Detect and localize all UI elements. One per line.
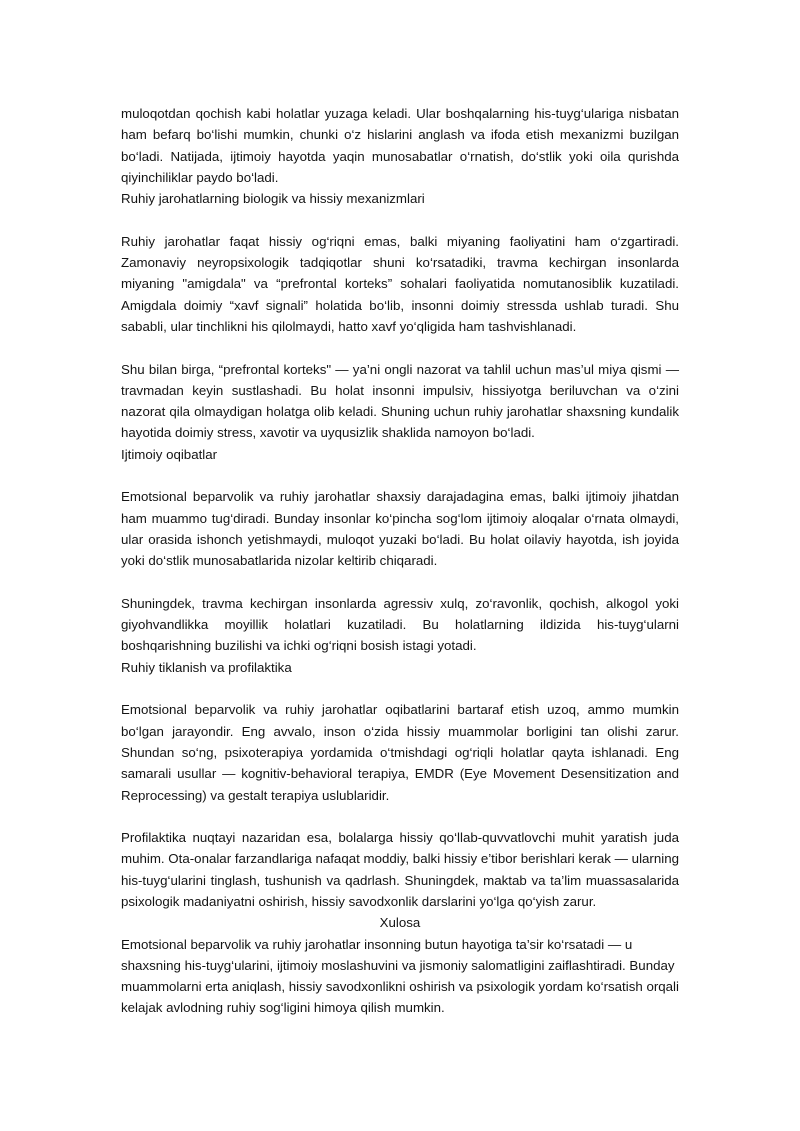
paragraph-behavior: Shuningdek, travma kechirgan insonlarda agressiv xulq, zo‘ravonlik, qochish, alkogol yoki giyohvandlikka moyillik holatlari kuzatiladi. Bu holatlarning ildizida his-tuyg‘ularni boshqarishning buzilishi va ichki og‘riqni bosish istagi yotadi. <box>121 595 679 654</box>
section-heading-conclusion: Xulosa <box>379 915 421 931</box>
document-body <box>121 103 679 1019</box>
paragraph-therapy: Emotsional beparvolik va ruhiy jarohatlar oqibatlarini bartaraf etish uzoq, ammo mumkin bo‘lgan jarayondir. Eng avvalo, inson o‘zida hissiy muammolar borligini tan olishi zarur. Shundan so‘ng, psixoterapiya yordamida o‘tmishdagi og‘riqli holatlar qayta ishlanadi. Eng samarali usullar — kognitiv-behavioral terapiya, EMDR (Eye Movement Desensitization and Reprocessing) va gestalt terapiya uslublaridir. <box>121 702 679 803</box>
paragraph-prevention: Profilaktika nuqtayi nazaridan esa, bolalarga hissiy qo‘llab-quvvatlovchi muhit yaratish juda muhim. Ota-onalar farzandlariga nafaqat moddiy, balki hissiy e’tibor berishlari kerak — ularning his-tuyg‘ularini tinglash, tushunish va qadrlash. Shuningdek, maktab va ta’lim muassasalarida psixologik madaniyatni oshirish, hissiy savodxonlik darslarini yo‘lga qo‘yish zarur. <box>121 830 679 909</box>
paragraph-prefrontal-cortex: Shu bilan birga, “prefrontal korteks" — ya’ni ongli nazorat va tahlil uchun mas’ul miya qismi — travmadan keyin sustlashadi. Bu holat insonni impulsiv, hissiyotga beriluvchan va o‘zini nazorat qila olmaydigan holatga olib keladi. Shuning uchun ruhiy jarohatlar shaxsning kundalik hayotida doimiy stress, xavotir va uyqusizlik shaklida namoyon bo‘ladi. <box>121 361 679 441</box>
paragraph-brain-activity: Ruhiy jarohatlar faqat hissiy og‘riqni emas, balki miyaning faoliyatini ham o‘zgartiradi. Zamonaviy neyropsixologik tadqiqotlar shuni ko‘rsatadiki, travma kechirgan insonlarda miyaning "amigdala" va “prefrontal korteks” sohalari faoliyatida nomutanosiblik kuzatiladi. Amigdala doimiy “xavf signali” holatida bo‘lib, insonni doimiy stressda ushlab turadi. Shu sababli, ular tinchlikni his qilolmaydi, hatto xavf yo‘qligida ham tashvishlanadi. <box>121 233 679 334</box>
paragraph-gap <box>121 678 679 699</box>
paragraph-conclusion: Emotsional beparvolik va ruhiy jarohatlar insonning butun hayotiga ta’sir ko‘rsatadi — u shaxsning his-tuyg‘ularini, ijtimoiy moslashuvini va jismoniy salomatligini zaiflashtiradi. Bunday muammolarni erta aniqlash, hissiy savodxonlikni oshirish va psixologik yordam ko‘rsatish orqali kelajak avlodning ruhiy sog‘ligini himoya qilish mumkin. <box>121 936 679 1016</box>
paragraph-social-problems: Emotsional beparvolik va ruhiy jarohatlar shaxsiy darajadagina emas, balki ijtimoiy jihatdan ham muammo tug‘diradi. Bunday insonlar ko‘pincha sog‘lom ijtimoiy aloqalar o‘rnata olmaydi, ular orasida ishonch yetishmaydi, muloqot yuzaki bo‘ladi. Bu holat oilaviy hayotda, ish joyida yoki do‘stlik munosabatlarida nizolar keltirib chiqaradi. <box>121 489 679 569</box>
paragraph-gap <box>121 572 679 593</box>
paragraph-gap <box>121 806 679 827</box>
section-heading-recovery: Ruhiy tiklanish va profilaktika <box>121 659 292 675</box>
paragraph-gap <box>121 465 679 486</box>
section-heading-social: Ijtimoiy oqibatlar <box>121 446 218 462</box>
paragraph-gap <box>121 209 679 230</box>
paragraph-intro: muloqotdan qochish kabi holatlar yuzaga keladi. Ular boshqalarning his-tuyg‘ulariga nisbatan ham befarq bo‘lishi mumkin, chunki o‘z hislarini anglash va ifoda etish mexanizmi buzilgan bo‘ladi. Natijada, ijtimoiy hayotda yaqin munosabatlar o‘rnatish, do‘stlik yoki oila qurishda qiyinchiliklar paydo bo‘ladi. <box>121 106 679 185</box>
section-heading-mechanisms: Ruhiy jarohatlarning biologik va hissiy mexanizmlari <box>121 191 425 207</box>
paragraph-gap <box>121 337 679 358</box>
